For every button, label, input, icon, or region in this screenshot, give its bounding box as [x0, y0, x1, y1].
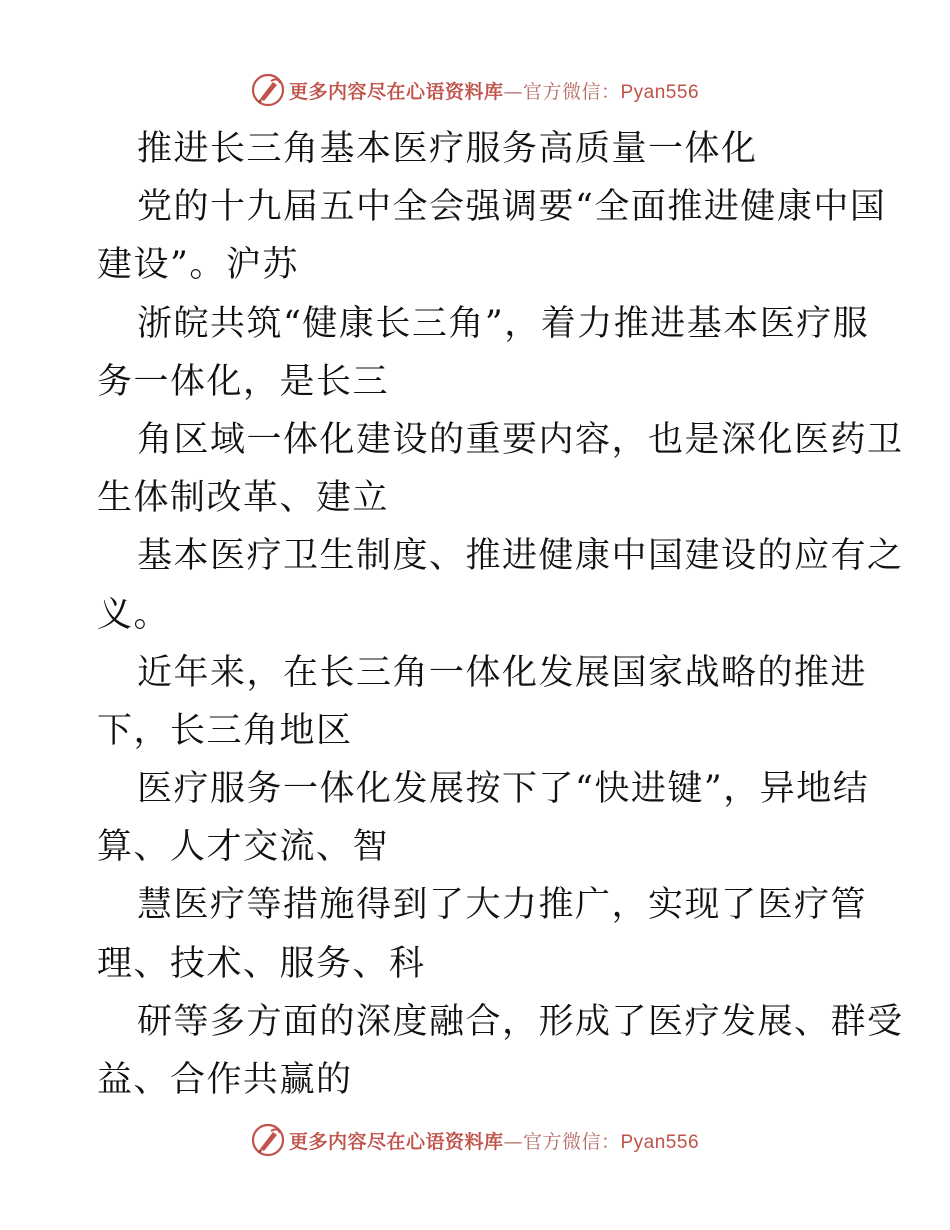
document-body	[97, 120, 904, 1109]
paragraph-line: 浙皖共筑“健康长三角”，着力推进基本医疗服	[137, 303, 870, 344]
paragraph-line: 建设”。沪苏	[97, 245, 299, 286]
paragraph-line: 生体制改革、建立	[97, 478, 390, 519]
paragraph-line: 务一体化，是长三	[97, 361, 390, 402]
paragraph-line: 益、合作共赢的	[97, 1060, 353, 1100]
watermark-main-text: 更多内容尽在心语资料库	[288, 1130, 504, 1153]
paragraph-line: 下，长三角地区	[97, 710, 353, 751]
pen-logo-icon	[251, 73, 285, 107]
pen-logo-icon	[251, 1123, 285, 1157]
watermark-id-text: Pyan556	[620, 1131, 700, 1153]
watermark-sub-text: —官方微信：	[503, 80, 621, 103]
paragraph-line: 慧医疗等措施得到了大力推广，实现了医疗管	[137, 885, 868, 926]
paragraph-line: 算、人才交流、智	[97, 827, 390, 868]
watermark-main-text: 更多内容尽在心语资料库	[288, 80, 504, 103]
header-watermark	[0, 70, 950, 110]
watermark-id-text: Pyan556	[620, 81, 700, 103]
paragraph-line: 理、技术、服务、科	[97, 943, 426, 984]
paragraph-line: 近年来，在长三角一体化发展国家战略的推进	[137, 652, 868, 693]
document-title: 推进长三角基本医疗服务高质量一体化	[137, 129, 758, 169]
watermark-sub-text: —官方微信：	[503, 1130, 621, 1153]
paragraph-line: 医疗服务一体化发展按下了“快进键”，异地结	[137, 769, 870, 810]
paragraph-line: 基本医疗卫生制度、推进健康中国建设的应有之	[137, 536, 904, 577]
footer-watermark	[0, 1120, 950, 1160]
paragraph-line: 研等多方面的深度融合，形成了医疗发展、群受	[137, 1001, 904, 1042]
paragraph-line: 角区域一体化建设的重要内容，也是深化医药卫	[137, 419, 904, 460]
paragraph-line: 义。	[97, 594, 171, 635]
paragraph-line: 党的十九届五中全会强调要“全面推进健康中国	[137, 187, 887, 228]
